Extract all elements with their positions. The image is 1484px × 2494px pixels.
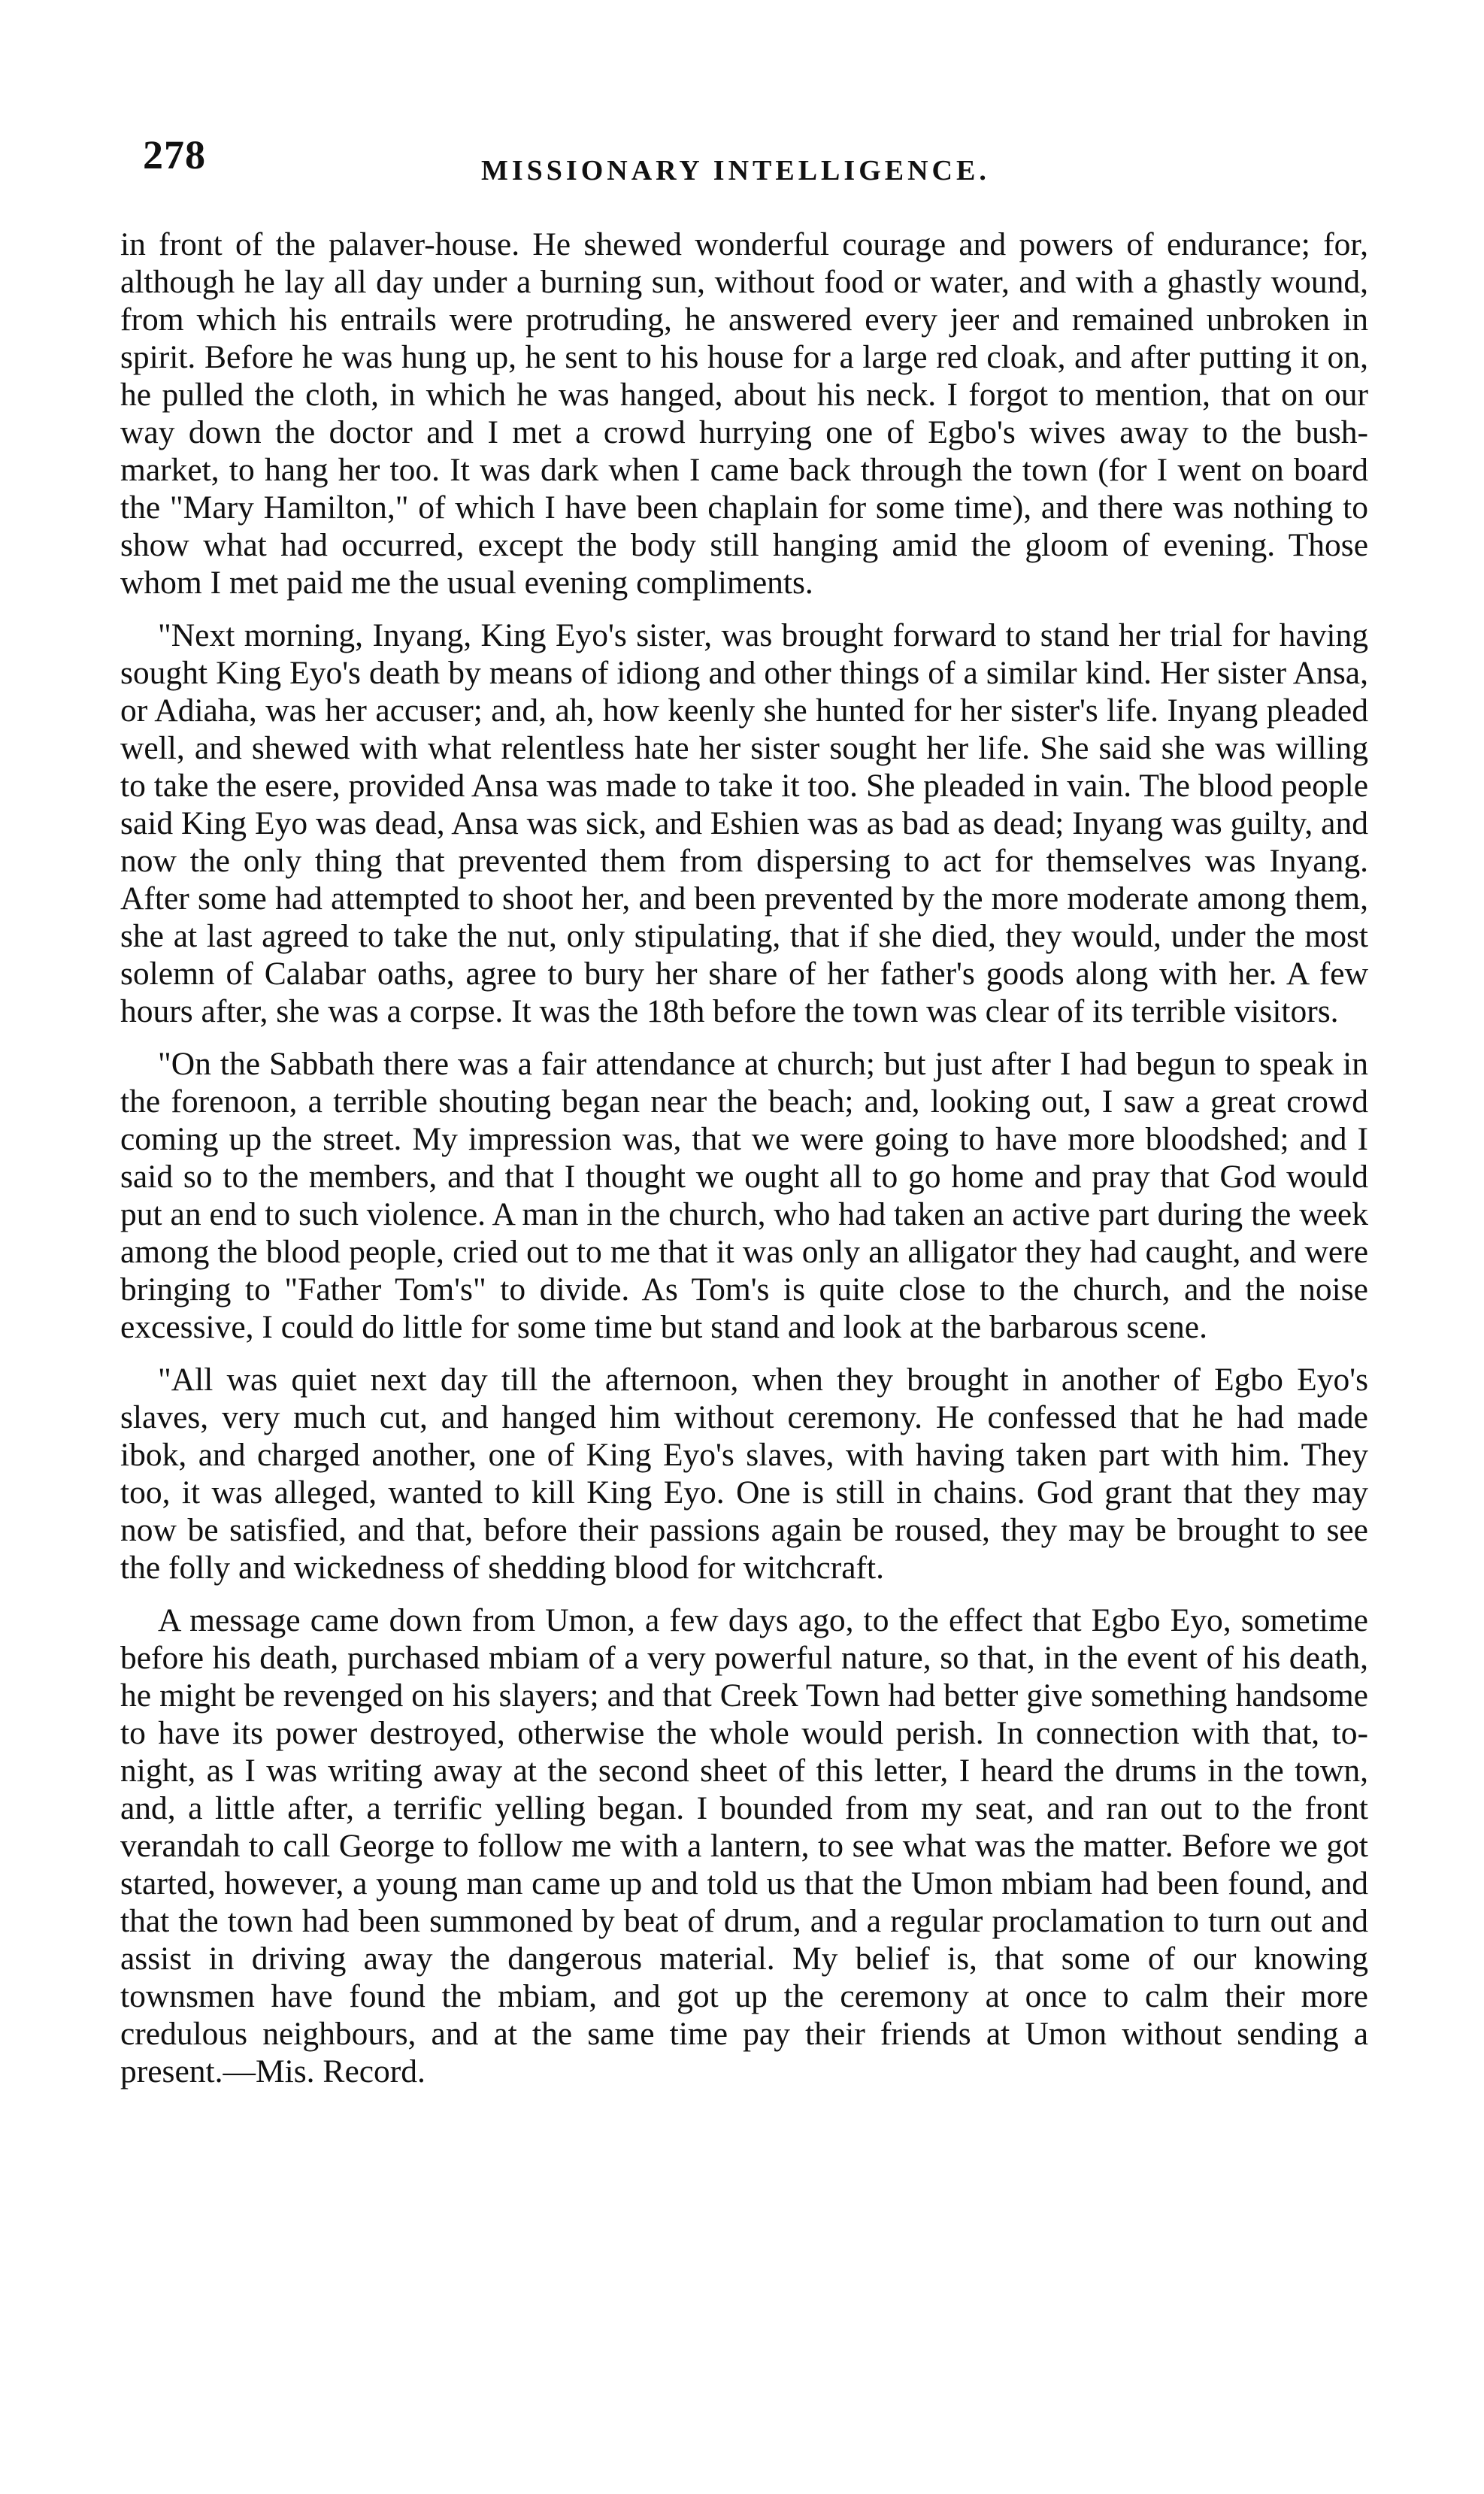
paragraph-2: "Next morning, Inyang, King Eyo's sister, was brought forward to stand her trial for having sought King Eyo's death by means of idiong and other things of a similar kind. Her sister Ansa, or Adiaha, was her accuser; and, ah, how keenly she hunted for her sister's life. Inyang pleaded well, and shewed with what relentless hate her sister sought her life. She said she was willing to take the esere, provided Ansa was made to take it too. She pleaded in vain. The blood people said King Eyo was dead, Ansa was sick, and Eshien was as bad as dead; Inyang was guilty, and now the only thing that prevented them from dispersing to act for themselves was Inyang. After some had attempted to shoot her, and been prevented by the more moderate among them, she at last agreed to take the nut, only stipulating, that if she died, they would, under the most solemn of Calabar oaths, agree to bury her share of her father's goods along with her. A few hours after, she was a corpse. It was the 18th before the town was clear of its terrible visitors.: [120, 617, 1368, 1029]
paragraph-4: "All was quiet next day till the afternoon, when they brought in another of Egbo Eyo's slaves, very much cut, and hanged him without ceremony. He confessed that he had made ibok, and charged another, one of King Eyo's slaves, with having taken part with him. They too, it was alleged, wanted to kill King Eyo. One is still in chains. God grant that they may now be satisfied, and that, before their passions again be roused, they may be brought to see the folly and wickedness of shedding blood for witchcraft.: [120, 1362, 1368, 1586]
paragraph-3: "On the Sabbath there was a fair attendance at church; but just after I had begun to speak in the forenoon, a terrible shouting began near the beach; and, looking out, I saw a great crowd coming up the street. My impression was, that we were going to have more bloodshed; and I said so to the members, and that I thought we ought all to go home and pray that God would put an end to such violence. A man in the church, who had taken an active part during the week among the blood people, cried out to me that it was only an alligator they had caught, and were bringing to "Father Tom's" to divide. As Tom's is quite close to the church, and the noise excessive, I could do little for some time but stand and look at the barbarous scene.: [120, 1046, 1368, 1345]
body-text: [120, 226, 1368, 2105]
paragraph-1: in front of the palaver-house. He shewed wonderful courage and powers of endurance; for, although he lay all day under a burning sun, without food or water, and with a ghastly wound, from which his entrails were protruding, he answered every jeer and remained unbroken in spirit. Before he was hung up, he sent to his house for a large red cloak, and after putting it on, he pulled the cloth, in which he was hanged, about his neck. I forgot to mention, that on our way down the doctor and I met a crowd hurrying one of Egbo's wives away to the bush-market, to hang her too. It was dark when I came back through the town (for I went on board the "Mary Hamilton," of which I have been chaplain for some time), and there was nothing to show what had occurred, except the body still hanging amid the gloom of evening. Those whom I met paid me the usual evening compliments.: [120, 226, 1368, 601]
page-number: 278: [143, 132, 206, 177]
running-title: MISSIONARY INTELLIGENCE.: [481, 155, 990, 186]
paragraph-5: A message came down from Umon, a few days ago, to the effect that Egbo Eyo, sometime before his death, purchased mbiam of a very powerful nature, so that, in the event of his death, he might be revenged on his slayers; and that Creek Town had better give something handsome to have its power destroyed, otherwise the whole would perish. In connection with that, to-night, as I was writing away at the second sheet of this letter, I heard the drums in the town, and, a little after, a terrific yelling began. I bounded from my seat, and ran out to the front verandah to call George to follow me with a lantern, to see what was the matter. Before we got started, however, a young man came up and told us that the Umon mbiam had been found, and that the town had been summoned by beat of drum, and a regular proclamation to turn out and assist in driving away the dangerous material. My belief is, that some of our knowing townsmen have found the mbiam, and got up the ceremony at once to calm their more credulous neighbours, and at the same time pay their friends at Umon without sending a present.—Mis. Record.: [120, 1602, 1368, 2089]
